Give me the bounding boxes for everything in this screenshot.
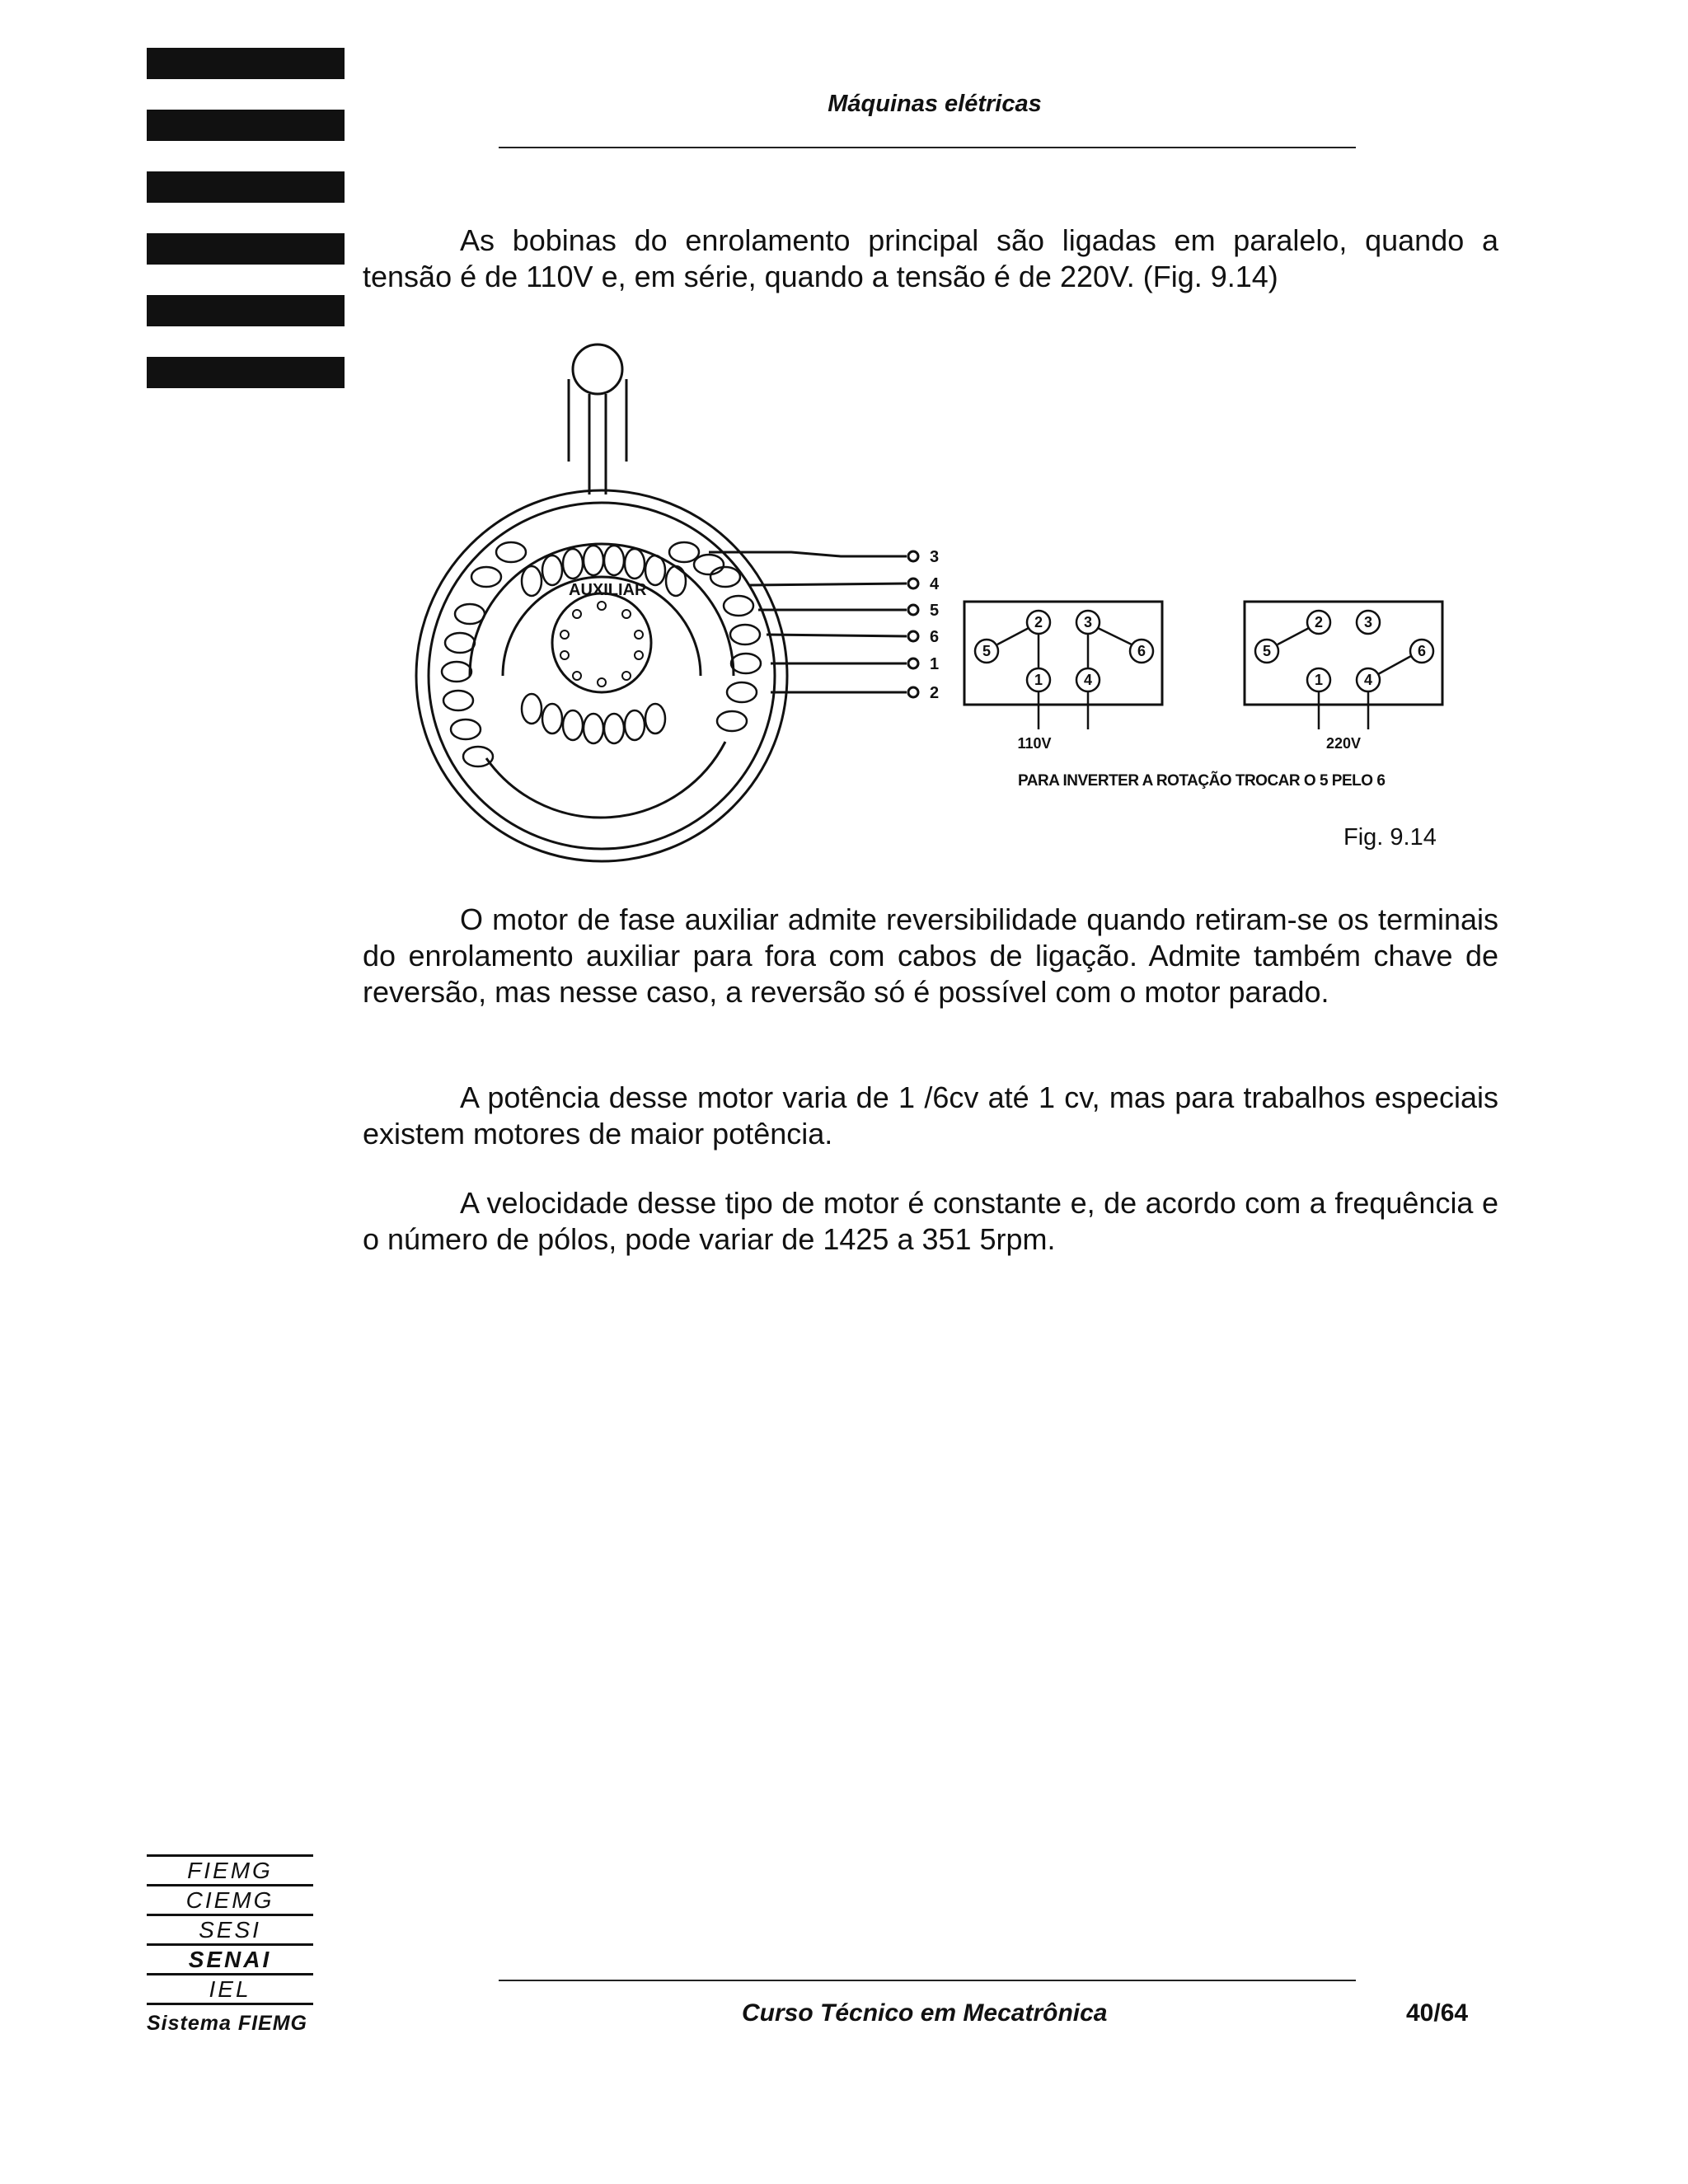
terminal-label: 3: [930, 548, 940, 566]
side-bar-3: [147, 171, 345, 203]
terminal-3: 3: [1363, 614, 1373, 630]
paragraph-1: As bobinas do enrolamento principal são ligadas em paralelo, quando a tensão é de 110V e, em série, quando a tensão é de 220V. (Fig. 9.14): [363, 223, 1498, 293]
logo-item: IEL: [209, 1976, 251, 2002]
logo-item: FIEMG: [187, 1858, 273, 1883]
logo-item: CIEMG: [185, 1887, 274, 1913]
terminal-4: 4: [1363, 672, 1373, 688]
terminal-2: 2: [1314, 614, 1324, 630]
terminal-3: 3: [1083, 614, 1093, 630]
voltage-label-110: 110V: [1017, 735, 1052, 752]
page-header-title: Máquinas elétricas: [828, 91, 1042, 117]
footer-rule: [499, 1980, 1356, 1981]
terminal-label: 5: [930, 602, 940, 620]
terminal-label: 6: [930, 628, 940, 646]
terminal-label: 2: [930, 684, 940, 702]
logo-item: SESI: [199, 1917, 261, 1943]
terminal-5: 5: [982, 643, 992, 659]
terminal-label: 4: [930, 575, 940, 593]
side-bar-6: [147, 357, 345, 388]
side-bar-4: [147, 233, 345, 265]
paragraph-2: O motor de fase auxiliar admite reversibilidade quando retiram-se os terminais do enrolamento auxiliar para fora com cabos de ligação. Admite também chave de reversão, mas nesse caso, a reversão só é possível com o motor parado.: [363, 902, 1498, 1009]
logo-rule: [147, 2003, 313, 2005]
terminal-4: 4: [1083, 672, 1093, 688]
fiemg-logo: [147, 1854, 313, 2036]
page-number: 40/64: [1406, 1999, 1469, 2027]
terminal-5: 5: [1262, 643, 1272, 659]
rotation-note: PARA INVERTER A ROTAÇÃO TROCAR O 5 PELO 6: [1018, 772, 1386, 790]
figure-caption: Fig. 9.14: [1343, 824, 1437, 851]
terminal-6: 6: [1137, 643, 1146, 659]
voltage-label-220: 220V: [1325, 735, 1362, 752]
logo-item: SENAI: [188, 1947, 272, 1972]
terminal-1: 1: [1314, 672, 1324, 688]
paragraph-4: A velocidade desse tipo de motor é constante e, de acordo com a frequência e o número de pólos, pode variar de 1425 a 351 5rpm.: [363, 1186, 1498, 1256]
paragraph-3: A potência desse motor varia de 1 /6cv até 1 cv, mas para trabalhos especiais existem motores de maior potência.: [363, 1080, 1498, 1151]
terminal-2: 2: [1034, 614, 1043, 630]
terminal-1: 1: [1034, 672, 1043, 688]
header-rule: [499, 147, 1356, 148]
side-bar-5: [147, 295, 345, 326]
motor-wiring-figure: [396, 330, 1467, 865]
logo-system: Sistema FIEMG: [147, 2012, 307, 2035]
connection-box-110v: [964, 602, 1162, 752]
terminal-label: 1: [930, 655, 940, 673]
auxiliar-label: AUXILIAR: [569, 581, 647, 599]
terminal-6: 6: [1417, 643, 1427, 659]
side-bar-1: [147, 48, 345, 79]
connection-box-220v: [1245, 602, 1442, 752]
footer-course: Curso Técnico em Mecatrônica: [742, 1999, 1108, 2027]
